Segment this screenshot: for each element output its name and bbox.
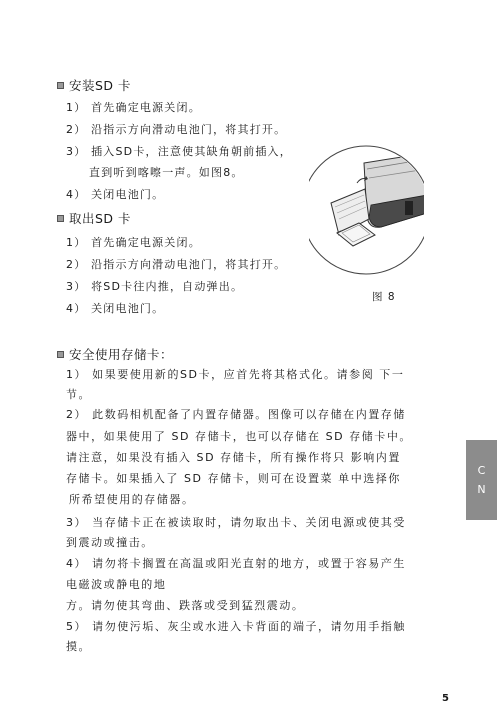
safety-line: 4） 请勿将卡搁置在高温或阳光直射的地方，或置于容易产生 [66, 557, 406, 570]
language-tab-letter: N [477, 483, 486, 496]
safety-line: 3） 当存储卡正在被读取时，请勿取出卡、关闭电源或使其受 [66, 516, 406, 529]
install-sd-heading [57, 76, 131, 94]
safety-line: 方。请勿使其弯曲、跌落或受到猛烈震动。 [66, 599, 305, 612]
safety-heading [57, 345, 173, 363]
square-bullet-icon [57, 351, 64, 358]
safety-line: 到震动或撞击。 [66, 536, 154, 549]
page-number: 5 [442, 693, 449, 704]
safety-line: 2） 此数码相机配备了内置存储器。图像可以存储在内置存储 [66, 408, 406, 421]
remove-sd-heading [57, 209, 131, 227]
remove-step: 1） 首先确定电源关闭。 [66, 236, 201, 249]
safety-line: 节。 [66, 388, 92, 401]
square-bullet-icon [57, 82, 64, 89]
safety-line: 所希望使用的存储器。 [69, 493, 195, 506]
safety-line: 请注意，如果没有插入 SD 存储卡，所有操作将只 影响内置 [66, 451, 401, 464]
safety-line: 电磁波或静电的地 [66, 578, 167, 591]
install-step: 3） 插入SD卡，注意使其缺角朝前插入， [66, 145, 292, 158]
remove-step: 3） 将SD卡往内推，自动弹出。 [66, 280, 244, 293]
install-step-continued: 直到听到喀嚓一声。如图8。 [89, 166, 244, 179]
install-step: 4） 关闭电池门。 [66, 188, 165, 201]
safety-line: 存储卡。如果插入了 SD 存储卡，则可在设置菜 单中选择你 [66, 472, 401, 485]
sd-card-insertion-illustration [309, 143, 424, 278]
figure-8-caption: 图 8 [372, 291, 396, 303]
install-sd-title: 安装SD 卡 [69, 78, 132, 93]
safety-line: 器中，如果使用了 SD 存储卡，也可以存储在 SD 存储卡中。 [66, 430, 412, 443]
install-step: 2） 沿指示方向滑动电池门，将其打开。 [66, 123, 287, 136]
safety-line: 摸。 [66, 640, 92, 653]
safety-line: 1） 如果要使用新的SD卡，应首先将其格式化。请参阅 下一 [66, 368, 405, 381]
remove-step: 4） 关闭电池门。 [66, 302, 165, 315]
safety-line: 5） 请勿使污垢、灰尘或水进入卡背面的端子，请勿用手指触 [66, 620, 406, 633]
remove-step: 2） 沿指示方向滑动电池门，将其打开。 [66, 258, 287, 271]
language-tab [466, 440, 497, 520]
language-tab-letter: C [477, 464, 486, 477]
remove-sd-title: 取出SD 卡 [69, 211, 132, 226]
safety-title: 安全使用存储卡： [69, 347, 174, 362]
square-bullet-icon [57, 215, 64, 222]
install-step: 1） 首先确定电源关闭。 [66, 101, 201, 114]
